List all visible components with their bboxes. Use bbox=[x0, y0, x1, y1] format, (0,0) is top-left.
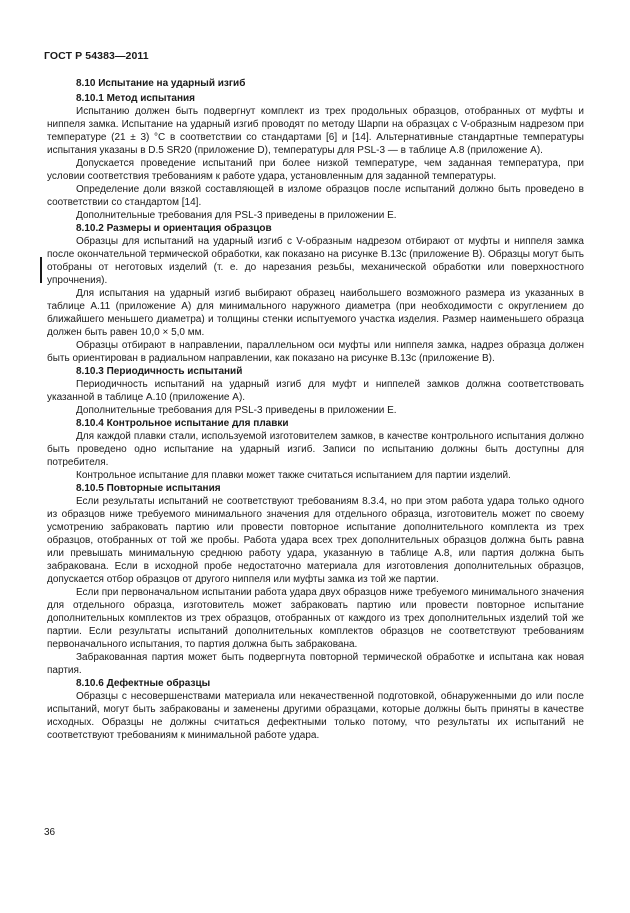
subsection-heading: 8.10.3 Периодичность испытаний bbox=[76, 366, 243, 377]
subsection-heading: 8.10.6 Дефектные образцы bbox=[76, 678, 211, 689]
subsection-heading: 8.10.4 Контрольное испытание для плавки bbox=[76, 418, 289, 429]
subsection-heading: 8.10.5 Повторные испытания bbox=[76, 483, 221, 494]
subsection-heading: 8.10.1 Метод испытания bbox=[76, 93, 195, 104]
paragraph: Дополнительные требования для PSL-3 приведены в приложении Е. bbox=[76, 210, 397, 221]
paragraph: Если при первоначальном испытании работа удара двух образцов ниже требуемого минимального значения для отдельного образца, изготовитель может забраковать партию или провести повторное испытание дополнительных комплектов из трех образцов, отобранных от каждого из трех дополнительных изделий той же партии. Если результаты испытаний дополнительных комплектов образцов не соответствуют требованиям первоначального испытания, то партия должна быть забракована. bbox=[47, 587, 584, 650]
paragraph: Для испытания на ударный изгиб выбирают образец наибольшего возможного размера из указанных в таблице А.11 (приложение А) для минимального наружного диаметра (при необходимости с округлением до ближайшего меньшего диаметра) и толщины стенки испытуемого участка изделия. Размер наименьшего образца должен быть равен 10,0 × 5,0 мм. bbox=[47, 288, 584, 338]
paragraph: Образцы отбирают в направлении, параллельном оси муфты или ниппеля замка, надрез образца должен быть ориентирован в радиальном направлении, как показано на рисунке В.13c (приложение В). bbox=[47, 340, 584, 364]
paragraph: Допускается проведение испытаний при более низкой температуре, чем заданная температура, при условии соответствия требованиям к работе удара, установленным для заданной температуры. bbox=[47, 158, 584, 182]
paragraph: Периодичность испытаний на ударный изгиб для муфт и ниппелей замков должна соответствовать указанной в таблице А.10 (приложение А). bbox=[47, 379, 584, 403]
document-body bbox=[47, 77, 584, 742]
paragraph: Образцы для испытаний на ударный изгиб с V-образным надрезом отбирают от муфты и ниппеля замка после окончательной термической обработки, как показано на рисунке В.13c (приложение В). Образцы могут быть отобраны от неготовых изделий (т. е. до нарезания резьбы, механической обработки или поверхностного упрочнения). bbox=[47, 236, 584, 286]
paragraph: Забракованная партия может быть подвергнута повторной термической обработке и испытана как новая партия. bbox=[47, 652, 584, 676]
page-number: 36 bbox=[44, 827, 56, 838]
paragraph: Если результаты испытаний не соответствуют требованиям 8.3.4, но при этом работа удара только одного из образцов ниже требуемого минимального значения для отдельного образца, изготовитель может по своему усмотрению забраковать партию или провести повторное испытание дополнительного комплекта из трех образцов, отобранных от той же пробы. Работа удара всех трех дополнительных образцов должна быть равна или превышать минимальную среднюю работу удара, указанную в таблице А.8, или партия должна быть забракована. Если в исходной пробе недостаточно материала для изготовления дополнительных образцов, допускается отбор образцов от другого ниппеля или муфты замка из той же партии. bbox=[47, 496, 584, 585]
paragraph: Дополнительные требования для PSL-3 приведены в приложении Е. bbox=[76, 405, 397, 416]
paragraph: Для каждой плавки стали, используемой изготовителем замков, в качестве контрольного испытания должно быть проведено одно испытание на ударный изгиб. Записи по испытанию должны быть доступны для потребителя. bbox=[47, 431, 584, 468]
section-heading: 8.10 Испытание на ударный изгиб bbox=[76, 78, 246, 89]
subsection-heading: 8.10.2 Размеры и ориентация образцов bbox=[76, 223, 272, 234]
change-bar bbox=[40, 257, 42, 283]
paragraph: Образцы с несовершенствами материала или некачественной подготовкой, обнаруженными до или после испытаний, могут быть забракованы и заменены другими образцами, которые должны быть приняты в качестве исходных. Образцы не должны считаться дефектными только потому, что результаты их испытаний не соответствуют требованиям к минимальной работе удара. bbox=[47, 691, 584, 741]
paragraph: Определение доли вязкой составляющей в изломе образцов после испытаний должно быть проведено в соответствии со стандартом [14]. bbox=[47, 184, 584, 208]
paragraph: Испытанию должен быть подвергнут комплект из трех продольных образцов, отобранных от муфты и ниппеля замка. Испытание на ударный изгиб проводят по методу Шарпи на образцах с V-образным надрезом при температуре (21 ± 3) °С в соответствии со стандартами [6] и [14]. Альтернативные стандартные температуры испытания указаны в D.5 SR20 (приложение D), температуры для PSL-3 — в таблице А.8 (приложение А). bbox=[47, 106, 584, 156]
document-header: ГОСТ Р 54383—2011 bbox=[44, 50, 149, 62]
paragraph: Контрольное испытание для плавки может также считаться испытанием для партии изделий. bbox=[76, 470, 511, 481]
